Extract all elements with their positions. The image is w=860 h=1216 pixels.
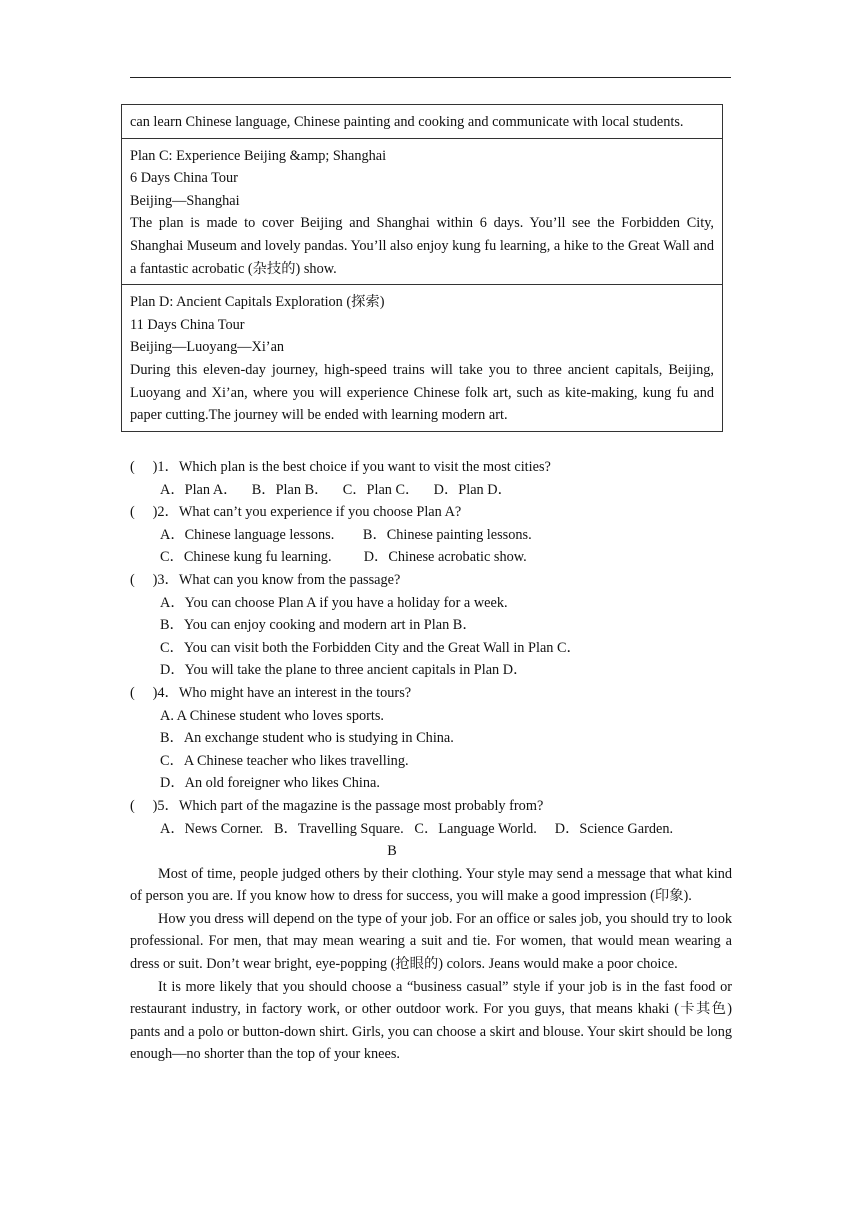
question-4-option-c: C．A Chinese teacher who likes travelling. xyxy=(160,752,409,769)
plan-c-body: The plan is made to cover Beijing and Shanghai within 6 days. You’ll see the Forbidden City, Shanghai Museum and lovely pandas. You’ll also enjoy kung fu learning, a hike to the Great Wall and a fantastic acrobatic (杂技的) show. xyxy=(130,215,714,277)
passage-b-paragraph-2: How you dress will depend on the type of your job. For an office or sales job, you should try to look professional. For men, that may mean wearing a suit and tie. For women, that would mean wearing a dress or suit. Don’t wear bright, eye-popping (抢眼的) colors. Jeans would make a poor choice. xyxy=(130,910,732,972)
question-5-options: A．News Corner. B．Travelling Square. C．Language World. D．Science Garden. xyxy=(160,820,674,837)
passage-b-paragraph-3: It is more likely that you should choose a “business casual” style if your job is in the fast food or restaurant industry, in factory work, or other outdoor work. For you guys, that means khaki (卡其色) pants and a polo or button-down shirt. Girls, you can choose a skirt and blouse. Your skirt should be long enough—no shorter than the top of your knees. xyxy=(130,978,732,1063)
plan-b-continued-cell xyxy=(122,105,722,139)
question-3-option-c: C．You can visit both the Forbidden City and the Great Wall in Plan C． xyxy=(160,639,581,656)
passage-b-title: B xyxy=(387,843,397,859)
question-4-option-d: D．An old foreigner who likes China. xyxy=(160,775,380,792)
plan-d-route: Beijing—Luoyang—Xi’an xyxy=(130,339,285,356)
question-3-option-d: D．You will take the plane to three ancient capitals in Plan D． xyxy=(160,662,528,679)
question-2-options-ab: A．Chinese language lessons. B．Chinese painting lessons. xyxy=(160,526,532,543)
question-3-option-b: B．You can enjoy cooking and modern art in Plan B． xyxy=(160,617,477,634)
question-2-options-cd: C．Chinese kung fu learning. D．Chinese acrobatic show. xyxy=(160,549,527,566)
plan-b-body: can learn Chinese language, Chinese painting and cooking and communicate with local students. xyxy=(130,114,684,130)
plan-c-route: Beijing—Shanghai xyxy=(130,192,240,209)
question-1: ( )1．Which plan is the best choice if you want to visit the most cities? xyxy=(130,459,551,475)
plan-c-duration: 6 Days China Tour xyxy=(130,170,238,187)
plan-d-body: During this eleven-day journey, high-speed trains will take you to three ancient capitals, Beijing, Luoyang and Xi’an, where you will experience Chinese folk art, such as kite-making, kung fu and paper cutting.The journey will be ended with learning modern art. xyxy=(130,361,714,424)
questions xyxy=(130,456,734,840)
question-5: ( )5．Which part of the magazine is the passage most probably from? xyxy=(130,797,544,814)
question-3: ( )3．What can you know from the passage? xyxy=(130,571,401,588)
plan-d-duration: 11 Days China Tour xyxy=(130,316,245,333)
question-3-option-a: A．You can choose Plan A if you have a holiday for a week. xyxy=(160,594,508,611)
passage-b xyxy=(130,840,732,1066)
plans-table xyxy=(121,104,723,432)
plan-c-cell xyxy=(122,139,722,286)
question-2: ( )2．What can’t you experience if you choose Plan A? xyxy=(130,504,462,521)
plan-d-title: Plan D: Ancient Capitals Exploration (探索) xyxy=(130,294,385,311)
question-4-option-a: A. A Chinese student who loves sports. xyxy=(160,707,384,724)
plan-d-cell xyxy=(122,285,722,431)
question-1-options: A．Plan A． B．Plan B． C．Plan C． D．Plan D． xyxy=(160,481,512,498)
plan-c-title: Plan C: Experience Beijing &amp; Shanghai xyxy=(130,147,387,164)
passage-b-paragraph-1: Most of time, people judged others by their clothing. Your style may send a message that what kind of person you are. If you know how to dress for success, you will make a good impression (印象). xyxy=(130,865,732,905)
question-4-option-b: B．An exchange student who is studying in China. xyxy=(160,730,454,747)
question-4: ( )4．Who might have an interest in the tours? xyxy=(130,684,412,701)
header-rule xyxy=(130,77,731,78)
